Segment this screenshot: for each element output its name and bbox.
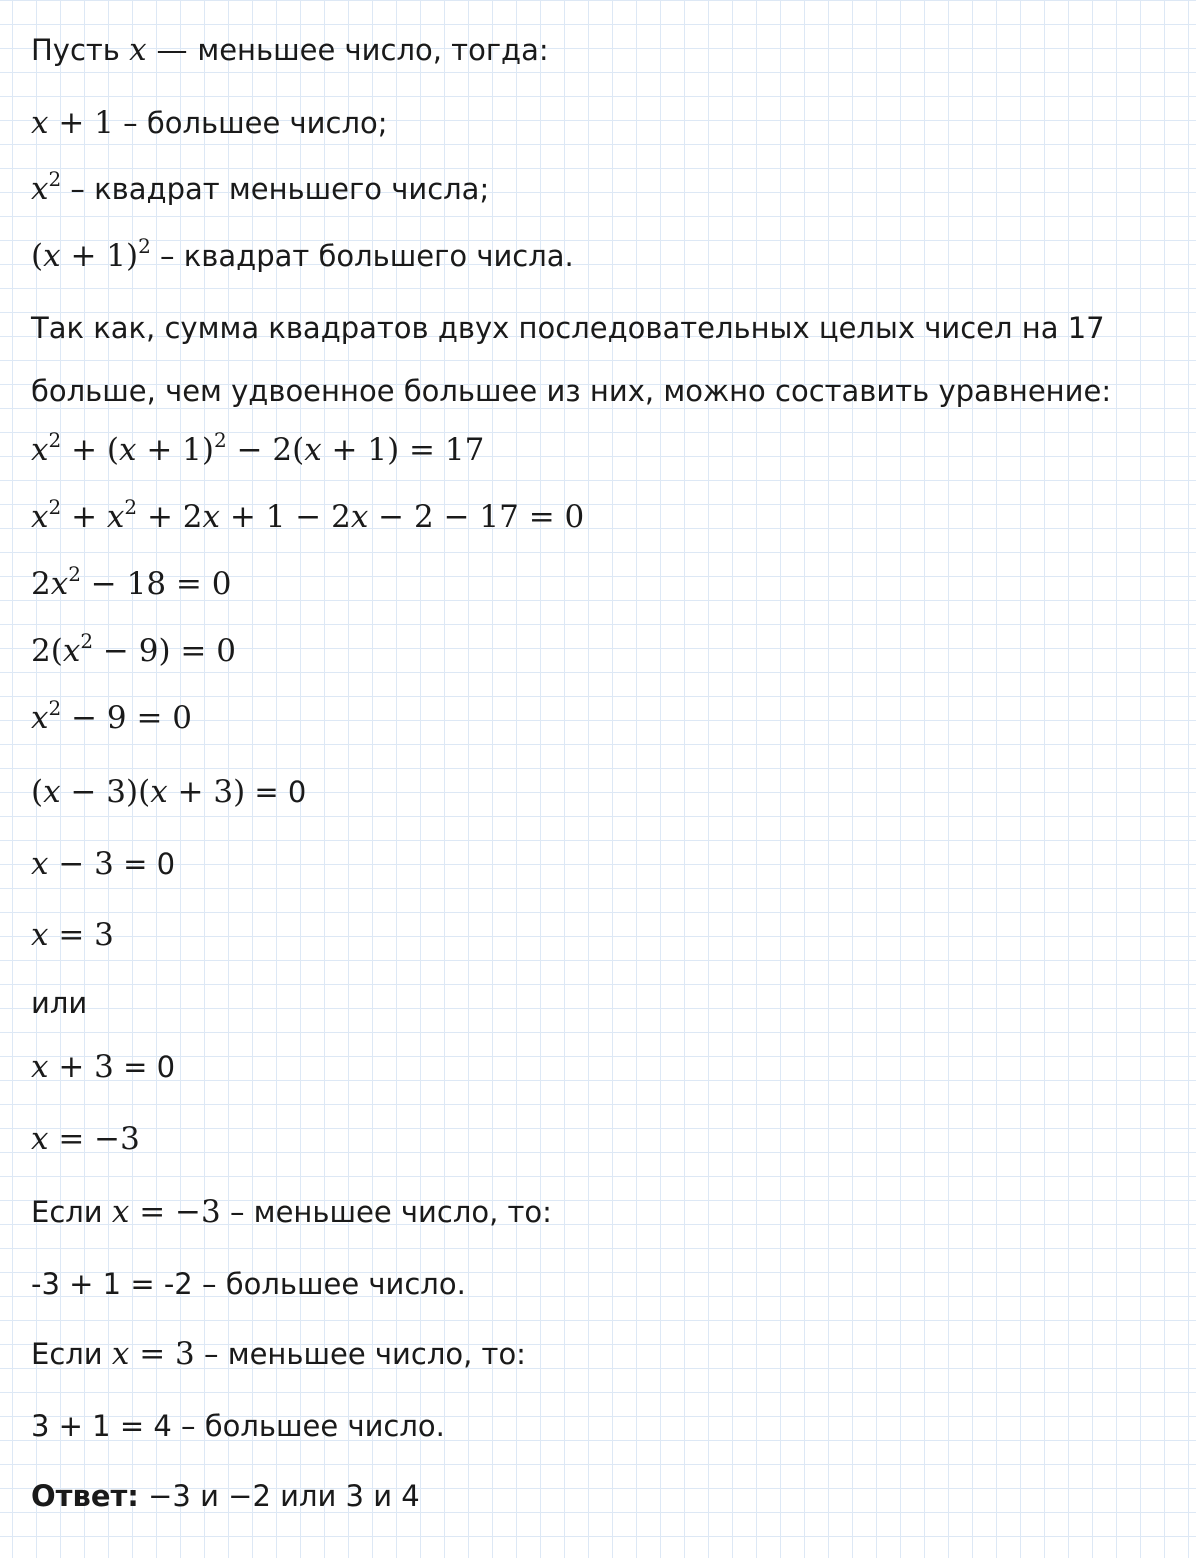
answer-text: −3 и −2 или 3 и 4 [138,1479,420,1513]
equation-7: x − 3 = 0 [31,846,176,882]
paragraph-text: больше, чем удвоенное большее из них, можно составить уравнение: [31,374,1112,408]
paragraph-line-2 [31,371,1111,411]
equation-1: $x^2 + (x + 1)^2 - 2(x + 1) = 17$ [31,428,485,468]
intro-text: меньшее число, тогда: [197,33,549,67]
equation-9: x + 3 = 0 [31,1049,176,1085]
paragraph-text: Так как, сумма квадратов двух последовательных целых чисел на 17 [31,311,1105,345]
line-text: – квадрат меньшего числа; [61,172,490,206]
case-2-result: 3 + 1 = 4 – большее число. [31,1409,445,1443]
equation-8: x = 3 [31,917,114,953]
dash: — [146,32,198,68]
case-2-line: Если x = 3 – меньшее число, то: [31,1336,526,1372]
case-1-result: -3 + 1 = -2 – большее число. [31,1267,466,1301]
or-word: или [31,986,88,1020]
intro-line [31,30,549,70]
square-smaller-line [31,169,489,209]
equation-6: (x − 3)(x + 3) = 0 [31,774,307,810]
equation-4: $2(x^2 - 9) = 0$ [31,629,236,669]
equation-3: $2x^2 - 18 = 0$ [31,562,232,602]
bigger-number-line [31,103,388,143]
answer-label: Ответ: [31,1479,139,1513]
paragraph-line-1 [31,308,1105,348]
answer-line [31,1476,420,1516]
square-bigger-line [31,236,574,276]
math-x: x [129,32,147,68]
math-expression: $(x + 1)^2$ [31,234,151,274]
math-expression: x + 1 [31,105,114,141]
line-text: – большее число; [113,106,388,140]
equation-2: $x^2 + x^2 + 2x + 1 - 2x - 2 - 17 = 0$ [31,495,585,535]
equation-5: $x^2 - 9 = 0$ [31,696,193,736]
intro-prefix: Пусть [31,33,130,67]
math-expression: $x^2$ [31,167,62,207]
line-text: – квадрат большего числа. [150,239,574,273]
equation-10: x = −3 [31,1121,140,1157]
case-1-line: Если x = −3 – меньшее число, то: [31,1194,552,1230]
